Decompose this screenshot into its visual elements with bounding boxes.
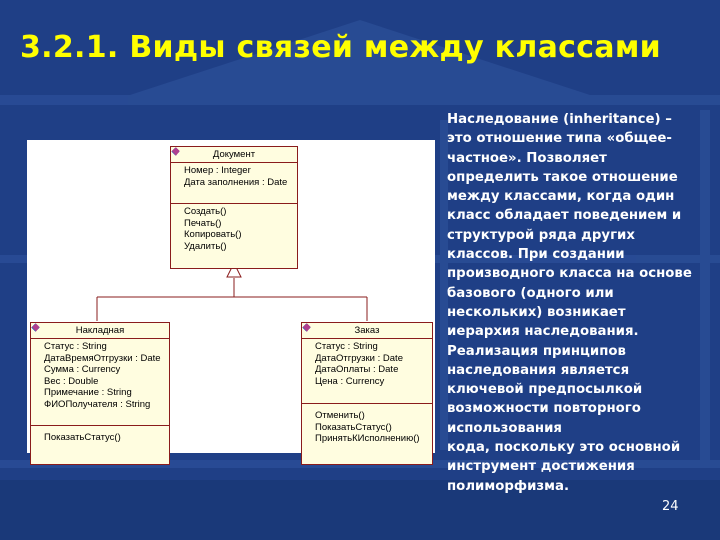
attribute-row: ДатаОплаты : Date <box>302 364 432 376</box>
attribute-row: Примечание : String <box>31 387 169 399</box>
class-attributes <box>31 339 169 426</box>
attribute-icon <box>304 376 313 385</box>
attribute-row: Цена : Currency <box>302 376 432 388</box>
operation-row: Копировать() <box>171 229 297 241</box>
operation-row: ПоказатьСтатус() <box>31 432 169 444</box>
attribute-icon <box>304 341 313 350</box>
class-name: Накладная <box>31 323 169 339</box>
attribute-icon <box>33 387 42 396</box>
operation-row: ПринятьКИсполнению() <box>302 433 432 445</box>
operation-icon <box>173 218 182 227</box>
operation-icon <box>173 206 182 215</box>
class-attributes <box>302 339 432 404</box>
attribute-icon <box>33 353 42 362</box>
operation-row: ПоказатьСтатус() <box>302 422 432 434</box>
attribute-row: ДатаВремяОтгрузки : Date <box>31 353 169 365</box>
class-operations <box>302 404 432 464</box>
attribute-row: Вес : Double <box>31 376 169 388</box>
inheritance-description: Наследование (inheritance) – это отношение типа «общее- частное». Позволяет определить такое отношение между классами, когда один класс обладает поведением и структурой ряда других классов. При создании производного класса на основе базового (одного или нескольких) возникает иерархия наследования. Реализация принципов наследования является ключевой предпосылкой возможности повторного использования кода, поскольку это основной инструмент достижения полиморфизма. <box>447 112 692 494</box>
operation-icon <box>304 410 313 419</box>
attribute-row: ФИОПолучателя : String <box>31 399 169 411</box>
operation-row: Создать() <box>171 206 297 218</box>
attribute-icon <box>173 165 182 174</box>
attribute-icon <box>304 353 313 362</box>
page-number: 24 <box>662 499 679 514</box>
attribute-row: Дата заполнения : Date <box>171 177 297 189</box>
attribute-row: Сумма : Currency <box>31 364 169 376</box>
attribute-icon <box>304 364 313 373</box>
attribute-icon <box>33 376 42 385</box>
attribute-icon <box>173 177 182 186</box>
attribute-icon <box>33 341 42 350</box>
attribute-row: ДатаОтгрузки : Date <box>302 353 432 365</box>
attribute-icon <box>33 364 42 373</box>
class-attributes <box>171 163 297 204</box>
class-order[interactable] <box>301 322 433 465</box>
operation-icon <box>304 422 313 431</box>
class-document[interactable] <box>170 146 298 269</box>
class-operations <box>171 204 297 268</box>
slide-title: 3.2.1. Виды связей между классами <box>20 30 661 65</box>
class-operations <box>31 426 169 464</box>
operation-icon <box>33 432 42 441</box>
class-invoice[interactable] <box>30 322 170 465</box>
attribute-row: Статус : String <box>302 341 432 353</box>
operation-row: Удалить() <box>171 241 297 253</box>
uml-class-diagram <box>27 140 435 453</box>
operation-icon <box>173 229 182 238</box>
class-name: Заказ <box>302 323 432 339</box>
operation-icon <box>173 241 182 250</box>
attribute-row: Статус : String <box>31 341 169 353</box>
operation-row: Отменить() <box>302 410 432 422</box>
operation-row: Печать() <box>171 218 297 230</box>
attribute-row: Номер : Integer <box>171 165 297 177</box>
class-name: Документ <box>171 147 297 163</box>
attribute-icon <box>33 399 42 408</box>
operation-icon <box>304 433 313 442</box>
